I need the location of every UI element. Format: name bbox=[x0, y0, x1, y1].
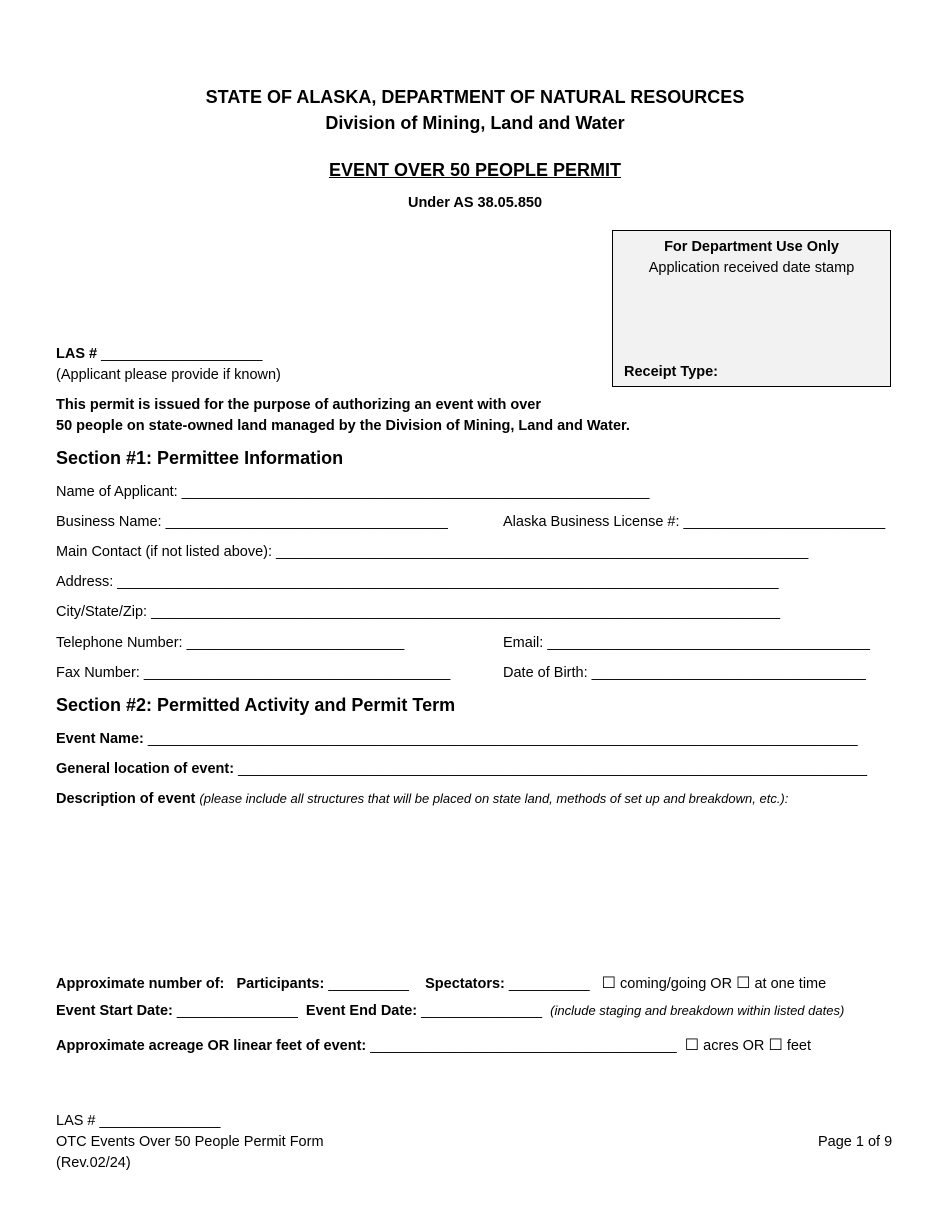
coming-going-label: coming/going OR bbox=[620, 976, 733, 992]
footer-revision: (Rev.02/24) bbox=[56, 1155, 131, 1171]
feet-checkbox[interactable]: ☐ bbox=[768, 1037, 783, 1054]
business-name-field[interactable]: Business Name: ___________________________________ bbox=[56, 514, 448, 530]
footer-las: LAS # _______________ bbox=[56, 1113, 221, 1129]
business-license-field[interactable]: Alaska Business License #: _________________________ bbox=[503, 514, 886, 530]
dept-box-title: For Department Use Only bbox=[664, 239, 839, 255]
agency-title: STATE OF ALASKA, DEPARTMENT OF NATURAL RESOURCES bbox=[205, 87, 745, 107]
event-name-label: Event Name: bbox=[56, 731, 144, 747]
las-field[interactable] bbox=[56, 346, 262, 362]
form-title: EVENT OVER 50 PEOPLE PERMIT bbox=[328, 160, 622, 180]
participants-blank[interactable]: __________ bbox=[324, 976, 409, 992]
dates-note: (include staging and breakdown within listed dates) bbox=[550, 1003, 845, 1018]
description-label: Description of event bbox=[56, 791, 196, 807]
approx-number-row bbox=[56, 973, 826, 993]
at-one-time-checkbox[interactable]: ☐ bbox=[736, 975, 751, 992]
address-field[interactable]: Address: __________________________________________________________________________________ bbox=[56, 574, 779, 590]
section-1-title: Section #1: Permittee Information bbox=[56, 448, 344, 468]
end-date-label: Event End Date: bbox=[305, 1003, 418, 1019]
event-location-label: General location of event: bbox=[56, 761, 235, 777]
coming-going-checkbox[interactable]: ☐ bbox=[601, 975, 616, 992]
division-title: Division of Mining, Land and Water bbox=[325, 113, 625, 133]
date-stamp-label: Application received date stamp bbox=[648, 260, 855, 276]
description-note: (please include all structures that will be placed on state land, methods of set up and breakdown, etc.): bbox=[199, 791, 789, 806]
acres-label: acres OR bbox=[703, 1038, 765, 1054]
statute-reference: Under AS 38.05.850 bbox=[407, 195, 543, 211]
start-date-label: Event Start Date: bbox=[56, 1003, 173, 1019]
participants-label: Participants: bbox=[236, 976, 325, 992]
las-note: (Applicant please provide if known) bbox=[56, 367, 281, 383]
date-of-birth-field[interactable]: Date of Birth: __________________________________ bbox=[503, 665, 866, 681]
purpose-line-1: This permit is issued for the purpose of authorizing an event with over bbox=[56, 397, 542, 413]
start-date-blank[interactable]: _______________ bbox=[172, 1003, 298, 1019]
event-name-field[interactable] bbox=[56, 731, 858, 747]
event-description-field[interactable] bbox=[56, 791, 788, 807]
telephone-field[interactable]: Telephone Number: ___________________________ bbox=[56, 635, 405, 651]
footer-form-name: OTC Events Over 50 People Permit Form bbox=[56, 1134, 324, 1150]
approx-number-label: Approximate number of: bbox=[56, 976, 225, 992]
receipt-type-label: Receipt Type: bbox=[624, 364, 719, 380]
feet-label: feet bbox=[786, 1038, 811, 1054]
event-name-blank[interactable]: ________________________________________________________________________________________ bbox=[143, 731, 858, 747]
spectators-blank[interactable]: __________ bbox=[504, 976, 590, 992]
page-number: Page 1 of 9 bbox=[818, 1134, 893, 1150]
acreage-row bbox=[56, 1035, 811, 1055]
at-one-time-label: at one time bbox=[754, 976, 827, 992]
city-state-zip-field[interactable]: City/State/Zip: ______________________________________________________________________________ bbox=[56, 604, 781, 620]
event-location-field[interactable] bbox=[56, 761, 867, 777]
acres-checkbox[interactable]: ☐ bbox=[684, 1037, 700, 1054]
name-of-applicant-field[interactable]: Name of Applicant: __________________________________________________________ bbox=[56, 484, 650, 500]
main-contact-field[interactable]: Main Contact (if not listed above): __________________________________________________________________ bbox=[56, 544, 809, 560]
end-date-blank[interactable]: _______________ bbox=[417, 1003, 543, 1019]
email-field[interactable]: Email: ________________________________________ bbox=[503, 635, 870, 651]
event-dates-row bbox=[56, 1003, 844, 1019]
event-location-blank[interactable]: ______________________________________________________________________________ bbox=[234, 761, 868, 777]
acreage-blank[interactable]: ______________________________________ bbox=[366, 1038, 677, 1054]
spectators-label: Spectators: bbox=[425, 976, 505, 992]
las-blank[interactable]: ____________________ bbox=[101, 346, 263, 362]
purpose-line-2: 50 people on state-owned land managed by the Division of Mining, Land and Water. bbox=[56, 418, 630, 434]
las-label: LAS # bbox=[56, 346, 98, 362]
department-use-box bbox=[612, 230, 891, 387]
section-2-title: Section #2: Permitted Activity and Permit Term bbox=[56, 695, 456, 715]
fax-field[interactable]: Fax Number: ______________________________________ bbox=[56, 665, 451, 681]
acreage-label: Approximate acreage OR linear feet of event: bbox=[56, 1038, 367, 1054]
